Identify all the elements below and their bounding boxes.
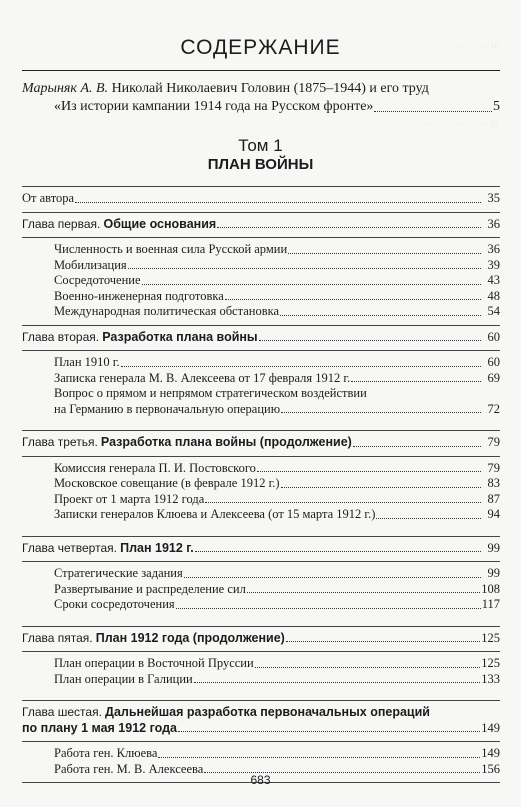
preface-label: От автора	[22, 191, 75, 205]
leader-dots	[247, 592, 480, 593]
toc-item	[22, 304, 500, 320]
item-page: 54	[487, 304, 500, 318]
toc-item	[22, 507, 500, 523]
chapter-label: Глава третья.	[22, 435, 98, 449]
item-text: Проект от 1 марта 1912 года	[54, 491, 205, 506]
leader-dots	[75, 202, 481, 203]
intro-author: Марыняк А. В.	[22, 81, 109, 96]
section-divider	[22, 237, 500, 238]
page-title: СОДЕРЖАНИЕ	[180, 36, 341, 59]
item-text: Записки генералов Клюева и Алексеева (от 15 марта 1912 г.)	[54, 507, 376, 521]
leader-dots	[259, 340, 481, 341]
preface-entry	[22, 191, 500, 207]
preface-page: 35	[487, 191, 500, 205]
section-divider	[22, 741, 500, 742]
item-page: 87	[487, 491, 500, 506]
title-divider	[22, 70, 500, 71]
intro-text-1: Николай Николаевич Головин (1875–1944) и его труд	[111, 81, 429, 96]
chapter-label: Глава шестая.	[22, 705, 102, 719]
item-text: Сосредоточение	[54, 273, 141, 287]
item-text: Развертывание и распределение сил	[54, 581, 246, 596]
chapter-entry	[22, 435, 500, 451]
toc-item	[22, 355, 500, 371]
chapter-page: 99	[487, 540, 500, 555]
leader-dots	[178, 731, 480, 732]
intro-line-1	[22, 80, 500, 98]
toc-item	[22, 461, 500, 477]
chapter-title: План 1912 года (продолжение)	[95, 630, 285, 645]
section-divider	[22, 651, 500, 652]
chapter-page: 125	[481, 630, 500, 645]
item-text: Стратегические задания	[54, 566, 183, 580]
toc-item	[22, 242, 500, 258]
item-text: План операции в Восточной Пруссии	[54, 656, 254, 670]
leader-dots	[194, 682, 481, 683]
item-text: на Германию в первоначальную операцию	[54, 401, 281, 416]
chapter-label: Глава вторая.	[22, 329, 100, 344]
item-text: Работа ген. М. В. Алексеева	[54, 761, 204, 776]
volume-title: ПЛАН ВОЙНЫ	[207, 156, 314, 173]
volume-number: Том 1	[238, 136, 283, 155]
item-page: 149	[481, 746, 500, 760]
item-page: 94	[487, 507, 500, 521]
toc-item	[22, 289, 500, 305]
item-page: 69	[487, 370, 500, 385]
leader-dots	[184, 577, 481, 578]
leader-dots	[257, 471, 481, 472]
chapter-title: Разработка плана войны	[102, 329, 258, 344]
item-page: 39	[487, 257, 500, 272]
section-divider	[22, 350, 500, 351]
chapter-entry	[22, 330, 500, 346]
chapter-page: 149	[481, 720, 500, 735]
leader-dots	[142, 284, 481, 285]
chapter-page: 79	[487, 435, 500, 449]
item-text: Сроки сосредоточения	[54, 597, 175, 611]
section-divider	[22, 700, 500, 701]
item-page: 79	[487, 460, 500, 475]
item-page: 60	[487, 355, 500, 369]
item-page: 108	[481, 581, 500, 596]
section-divider	[22, 626, 500, 627]
chapter-title: План 1912 г.	[120, 540, 194, 555]
leader-dots	[376, 518, 481, 519]
toc-item	[22, 597, 500, 613]
item-page: 72	[487, 401, 500, 416]
toc-item	[22, 371, 500, 387]
toc-item	[22, 566, 500, 582]
chapter-title: Дальнейшая разработка первоначальных операций	[105, 705, 430, 719]
chapter-title: Разработка плана войны (продолжение)	[100, 435, 352, 449]
item-page: 48	[487, 288, 500, 303]
leader-dots	[255, 667, 481, 668]
item-text: Военно-инженерная подготовка	[54, 288, 224, 303]
toc-item	[22, 672, 500, 688]
chapter-title-continued: по плану 1 мая 1912 года	[22, 720, 177, 735]
leader-dots	[121, 366, 481, 367]
leader-dots	[280, 315, 481, 316]
section-divider	[22, 456, 500, 457]
toc-item	[22, 476, 500, 492]
chapter-label: Глава первая.	[22, 216, 101, 231]
toc-item	[22, 273, 500, 289]
leader-dots	[351, 381, 481, 382]
leader-dots	[158, 757, 480, 758]
toc-item	[22, 746, 500, 762]
leader-dots	[281, 487, 481, 488]
section-divider	[22, 212, 500, 213]
item-page: 36	[487, 242, 500, 256]
item-text: Московское совещание (в феврале 1912 г.)	[54, 476, 280, 490]
item-page: 133	[481, 671, 500, 686]
chapter-entry-first-line	[22, 705, 500, 721]
leader-dots	[286, 641, 480, 642]
item-page: 43	[487, 273, 500, 287]
section-divider	[22, 536, 500, 537]
toc-item-first-line: Вопрос о прямом и непрямом стратегическом воздействии	[54, 386, 367, 400]
item-page: 125	[481, 656, 500, 670]
leader-dots	[195, 551, 481, 552]
page-number: 683	[250, 773, 271, 787]
item-text: План операции в Галиции	[54, 671, 193, 686]
chapter-page: 60	[487, 329, 500, 344]
leader-dots	[225, 299, 481, 300]
item-text: Численность и военная сила Русской армии	[54, 242, 288, 256]
section-divider	[22, 186, 500, 187]
item-text: Международная политическая обстановка	[54, 304, 280, 318]
leader-dots	[217, 227, 481, 228]
item-page: 117	[481, 597, 500, 611]
toc-item	[22, 402, 500, 418]
item-text: План 1910 г.	[54, 355, 120, 369]
leader-dots	[176, 608, 481, 609]
chapter-page: 36	[487, 216, 500, 231]
section-divider	[22, 325, 500, 326]
chapter-entry	[22, 721, 500, 737]
item-text: Комиссия генерала П. И. Постовского	[54, 460, 256, 475]
item-text: Работа ген. Клюева	[54, 746, 158, 760]
item-page: 99	[487, 566, 500, 580]
item-text: Записка генерала М. В. Алексеева от 17 февраля 1912 г.	[54, 370, 351, 385]
chapter-entry	[22, 217, 500, 233]
bleed-through-text: ··· ··· ··· ··· ··· ··· ··· 37	[411, 119, 499, 129]
toc-item	[22, 258, 500, 274]
intro-page: 5	[493, 99, 500, 114]
chapter-entry	[22, 541, 500, 557]
intro-text-2: «Из истории кампании 1914 года на Русском фронте»	[54, 99, 374, 114]
leader-dots	[288, 253, 481, 254]
chapter-label: Глава четвертая.	[22, 540, 117, 555]
leader-dots	[353, 446, 481, 447]
bleed-through-text: ··· ··· ··· ··· ··· ··· ··· 16	[411, 41, 499, 51]
intro-entry	[22, 80, 500, 116]
section-divider	[22, 430, 500, 431]
leader-dots	[128, 268, 481, 269]
leader-dots	[374, 111, 492, 112]
toc-item	[22, 582, 500, 598]
section-divider	[22, 561, 500, 562]
toc-item	[22, 656, 500, 672]
table-of-contents	[22, 181, 500, 787]
chapter-title: Общие основания	[103, 216, 217, 231]
leader-dots	[205, 502, 481, 503]
item-page: 83	[487, 476, 500, 490]
leader-dots	[281, 412, 481, 413]
chapter-label: Глава пятая.	[22, 630, 93, 645]
intro-line-2	[22, 98, 500, 116]
item-page: 156	[481, 761, 500, 776]
item-text: Мобилизация	[54, 257, 127, 272]
chapter-entry	[22, 631, 500, 647]
toc-item	[22, 492, 500, 508]
